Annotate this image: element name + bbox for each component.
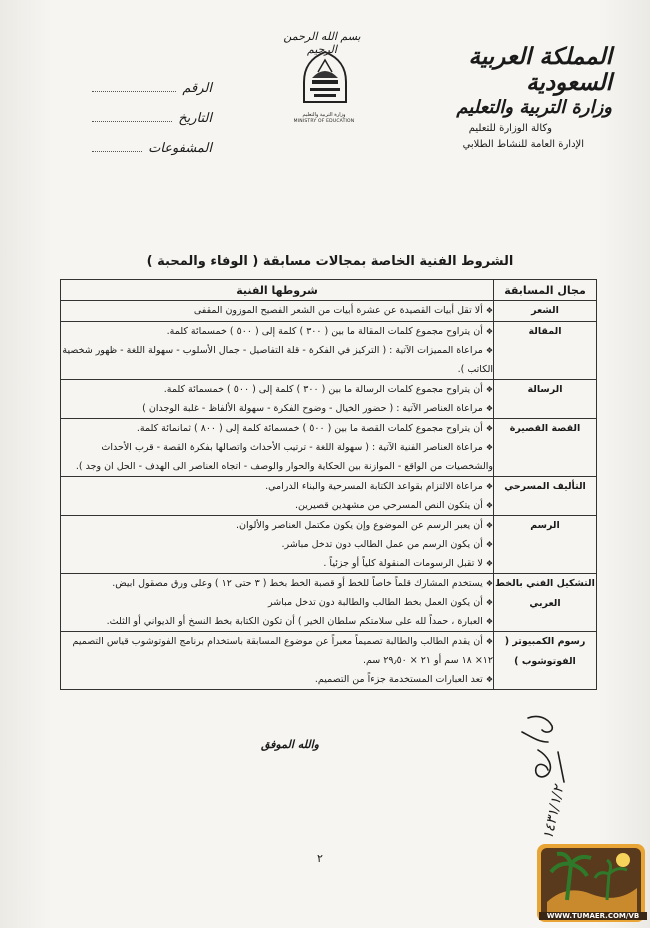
- condition-item: [61, 670, 493, 689]
- column-header-field: مجال المسابقة: [494, 280, 597, 301]
- conditions-cell: [61, 574, 494, 632]
- field-line: [92, 90, 176, 92]
- department-name: الإدارة العامة للنشاط الطلابي: [462, 139, 584, 150]
- condition-text: مراعاة المميزات الآتية : ( التركيز في الفكرة - قلة التفاصيل - جمال الأسلوب - سهولة اللغة - ظهور شخصية الكاتب ).: [62, 345, 493, 375]
- condition-text: أن يتراوح مجموع كلمات المقالة ما بين ( ٣٠٠ ) كلمة إلى ( ٥٠٠ ) خمسمائة كلمة.: [166, 326, 483, 337]
- column-header-conditions: شروطها الفنية: [61, 280, 494, 301]
- bullet-icon: ❖: [485, 424, 493, 433]
- emblem-caption-arabic: وزارة التربية والتعليم: [302, 112, 346, 118]
- condition-item: [61, 496, 493, 515]
- ministry-name: وزارة التربية والتعليم: [456, 97, 612, 118]
- bullet-icon: ❖: [485, 617, 493, 626]
- field-label: الرقم: [182, 81, 212, 96]
- signature-date: ١٤٣١/١/٢: [540, 784, 568, 841]
- conditions-cell: [61, 419, 494, 477]
- bullet-icon: ❖: [485, 598, 493, 607]
- bullet-icon: ❖: [485, 346, 493, 355]
- competition-field-name: رسوم الكمبيوتر ( الفوتوشوب ): [494, 632, 597, 690]
- reference-number-field: [92, 66, 212, 96]
- date-field: [92, 96, 212, 126]
- table-row: [61, 322, 597, 380]
- bullet-icon: ❖: [485, 404, 493, 413]
- field-label: التاريخ: [178, 111, 212, 126]
- condition-text: العبارة ، حمداً لله على سلامتكم سلطان الخير ) أن تكون الكتابة بخط النسخ أو الديواني أو الثلث.: [106, 616, 483, 627]
- attachments-field: [92, 126, 212, 156]
- field-label: المشفوعات: [148, 141, 212, 156]
- condition-text: أن يكون الرسم من عمل الطالب دون تدخل مباشر.: [281, 539, 483, 550]
- bullet-icon: ❖: [485, 675, 493, 684]
- condition-item: [61, 612, 493, 631]
- conditions-cell: [61, 516, 494, 574]
- ministry-emblem-icon: [298, 48, 352, 112]
- kingdom-name: المملكة العربية السعودية: [468, 43, 612, 96]
- condition-text: أن يقدم الطالب والطالبة تصميماً معبراً عن موضوع المسابقة باستخدام برنامج الفوتوشوب قياس التصميم ١٢× ١٨ سم أو ٢١ × ٢٩٫٥٠ سم.: [72, 636, 493, 666]
- condition-text: أن يتراوح مجموع كلمات الرسالة ما بين ( ٣٠٠ ) كلمة إلى ( ٥٠٠ ) خمسمائة كلمة.: [163, 384, 483, 395]
- conditions-cell: [61, 380, 494, 419]
- bullet-icon: ❖: [485, 306, 493, 315]
- condition-text: تعد العبارات المستخدمة جزءاً من التصميم.: [314, 674, 483, 685]
- condition-text: أن يكون العمل بخط الطالب والطالبة دون تدخل مباشر: [268, 597, 483, 608]
- condition-item: [61, 554, 493, 573]
- table-row: [61, 419, 597, 477]
- basmala: بسم الله الرحمن الرحيم: [283, 30, 361, 56]
- table-row: [61, 301, 597, 322]
- table-row: [61, 477, 597, 516]
- conditions-table: [60, 279, 597, 690]
- condition-item: [61, 322, 493, 341]
- bullet-icon: ❖: [485, 385, 493, 394]
- condition-item: [61, 419, 493, 438]
- condition-item: [61, 516, 493, 535]
- bullet-icon: ❖: [485, 637, 493, 646]
- condition-item: [61, 399, 493, 418]
- agency-name: وكالة الوزارة للتعليم: [468, 123, 552, 134]
- conditions-cell: [61, 632, 494, 690]
- reference-fields: [92, 66, 212, 156]
- forum-watermark-logo: [537, 844, 645, 922]
- competition-field-name: الرسم: [494, 516, 597, 574]
- handwritten-signature: [508, 712, 578, 842]
- bullet-icon: ❖: [485, 501, 493, 510]
- competition-field-name: المقالة: [494, 322, 597, 380]
- condition-text: ألا تقل أبيات القصيدة عن عشرة أبيات من الشعر الفصيح الموزون المقفى: [193, 305, 483, 316]
- field-line: [92, 120, 172, 122]
- conditions-cell: [61, 301, 494, 322]
- bullet-icon: ❖: [485, 559, 493, 568]
- table-header-row: [61, 280, 597, 301]
- condition-item: [61, 438, 493, 476]
- conditions-cell: [61, 477, 494, 516]
- bullet-icon: ❖: [485, 540, 493, 549]
- watermark-url: WWW.TUMAER.COM/VB: [539, 912, 647, 920]
- table-row: [61, 574, 597, 632]
- competition-field-name: القصة القصيرة: [494, 419, 597, 477]
- competition-field-name: التشكيل الفني بالخط العربي: [494, 574, 597, 632]
- competition-field-name: التأليف المسرحي: [494, 477, 597, 516]
- condition-text: مراعاة العناصر الفنية الآتية : ( سهولة اللغة - ترتيب الأحداث واتصالها بفكرة القصة - قرب الأحداث والشخصيات من الواقع - الموازنة بين الحكاية والحوار والوصف - اتجاه العناصر الى الهدف - الحل ان وجد ).: [75, 442, 493, 472]
- bullet-icon: ❖: [485, 579, 493, 588]
- table-row: [61, 632, 597, 690]
- letterhead-right: [397, 44, 612, 153]
- condition-text: مراعاة الالتزام بقواعد الكتابة المسرحية والبناء الدرامي.: [265, 481, 483, 492]
- competition-field-name: الشعر: [494, 301, 597, 322]
- field-line: [92, 150, 142, 152]
- bullet-icon: ❖: [485, 521, 493, 530]
- table-row: [61, 516, 597, 574]
- condition-item: [61, 341, 493, 379]
- emblem-caption-english: MINISTRY OF EDUCATION: [293, 119, 355, 124]
- condition-item: [61, 574, 493, 593]
- condition-item: [61, 593, 493, 612]
- bullet-icon: ❖: [485, 443, 493, 452]
- bullet-icon: ❖: [485, 482, 493, 491]
- conditions-cell: [61, 322, 494, 380]
- condition-item: [61, 301, 493, 320]
- condition-item: [61, 535, 493, 554]
- condition-item: [61, 477, 493, 496]
- bullet-icon: ❖: [485, 327, 493, 336]
- document-heading: الشروط الفنية الخاصة بمجالات مسابقة ( الوفاء والمحبة ): [146, 254, 514, 269]
- page-number: ٢: [317, 852, 323, 865]
- condition-text: أن يعبر الرسم عن الموضوع وإن يكون مكتمل العناصر والألوان.: [236, 520, 483, 531]
- condition-text: أن يتكون النص المسرحي من مشهدين قصيرين.: [294, 500, 483, 511]
- condition-text: يستخدم المشارك قلماً خاصاً للخط أو قصبة الخط بخط ( ٣ حتى ١٢ ) وعلى ورق مصقول ابيض.: [112, 578, 483, 589]
- condition-text: أن يتراوح مجموع كلمات القصة ما بين ( ٥٠٠ ) خمسمائة كلمة إلى ( ٨٠٠ ) ثمانمائة كلمة.: [136, 423, 483, 434]
- closing-text: والله الموفق: [261, 738, 319, 751]
- table-row: [61, 380, 597, 419]
- condition-item: [61, 380, 493, 399]
- competition-field-name: الرسالة: [494, 380, 597, 419]
- condition-item: [61, 632, 493, 670]
- condition-text: لا تقبل الرسومات المنقولة كلياً أو جزئياً .: [323, 558, 483, 569]
- condition-text: مراعاة العناصر الآتية : ( حضور الخيال - وضوح الفكرة - سهولة الألفاظ - غلبة الوجدان ): [142, 403, 483, 414]
